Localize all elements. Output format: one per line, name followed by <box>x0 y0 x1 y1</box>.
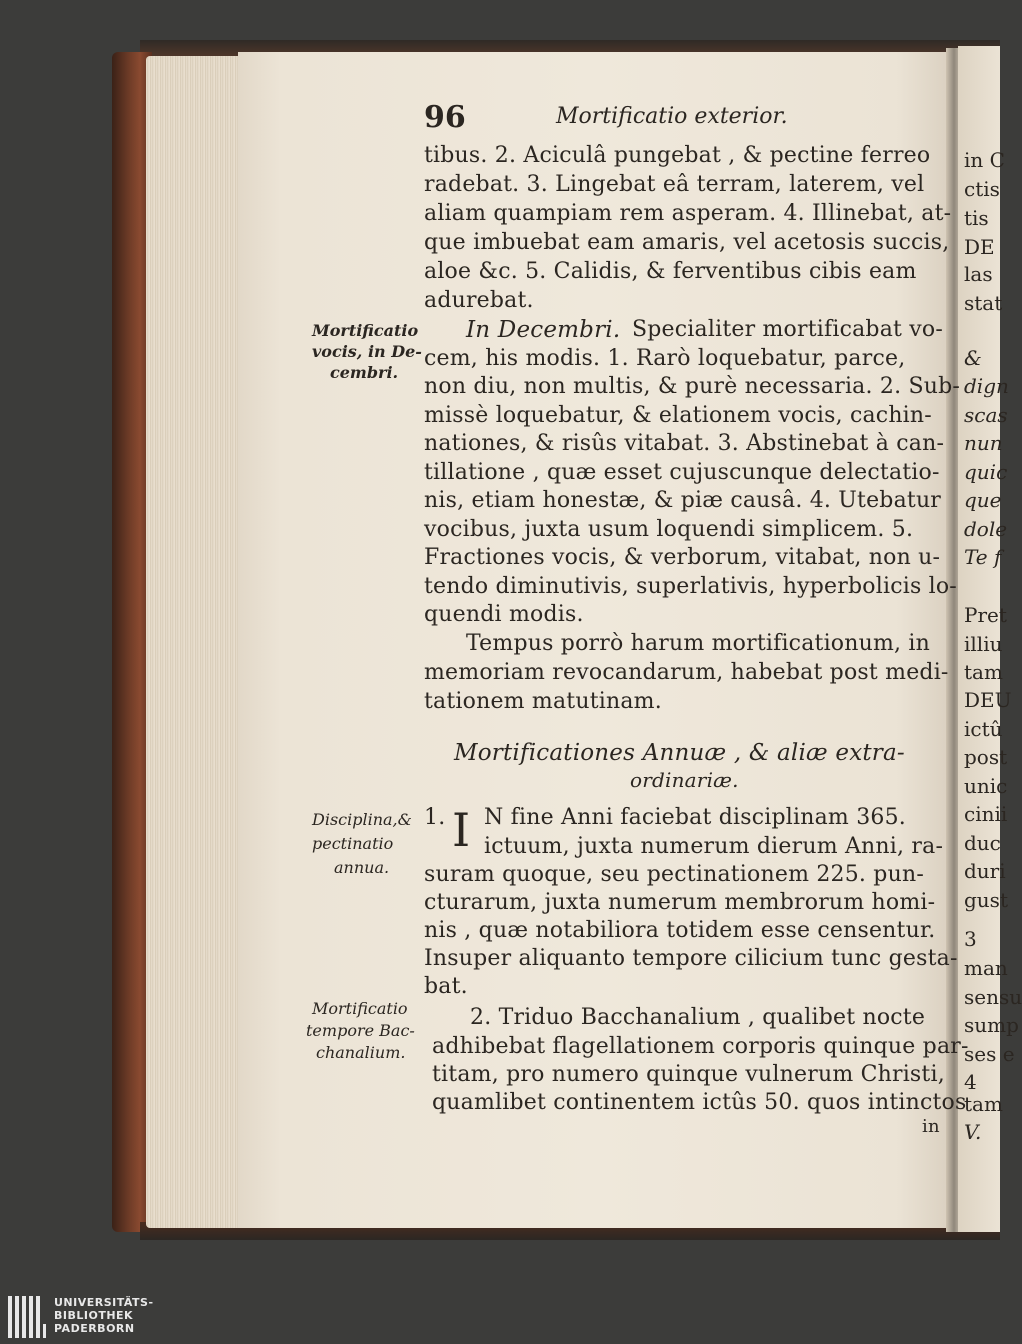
text-line: adhibebat flagellationem corporis quinque par- <box>432 1034 969 1059</box>
margin-note-line: Mortificatio <box>312 999 408 1018</box>
facing-page-fragment: tam <box>964 660 1003 684</box>
facing-page-fragment: quic <box>964 460 1008 484</box>
subheading: In Decembri. <box>466 317 621 343</box>
text-line: tibus. 2. Aciculâ pungebat , & pectine ferreo <box>424 143 931 168</box>
facing-page-fragment: duri <box>964 859 1006 883</box>
text-line: nationes, & risûs vitabat. 3. Abstinebat à can- <box>424 431 945 456</box>
facing-page-fragment: sump <box>964 1013 1019 1037</box>
facing-page-fragment: Pret <box>964 603 1007 627</box>
drop-cap: I <box>452 803 471 857</box>
facing-page-fragment: cinii <box>964 802 1008 826</box>
facing-page-fragment: & <box>964 346 982 370</box>
facing-page-fragment: ctis <box>964 177 1000 201</box>
text-line: tendo diminutivis, superlativis, hyperbolicis lo- <box>424 574 957 599</box>
margin-note-line: pectinatio <box>312 834 394 853</box>
text-line: non diu, non multis, & purè necessaria. 2. Sub- <box>424 374 961 399</box>
margin-note-line: Mortificatio <box>312 321 419 340</box>
section-title: Mortificationes Annuæ , & aliæ extra- <box>454 740 905 766</box>
catchword: in <box>922 1116 940 1137</box>
facing-page-fragment: sensu <box>964 985 1022 1009</box>
page-number: 96 <box>424 100 466 135</box>
text-line: aliam quampiam rem asperam. 4. Illinebat, at- <box>424 201 952 226</box>
margin-note-line: annua. <box>334 858 390 877</box>
facing-page-fragment: DE <box>964 235 995 259</box>
facing-page-fragment: nun <box>964 431 1003 455</box>
facing-page-fragment: 3 <box>964 927 977 951</box>
section-title-cont: ordinariæ. <box>630 768 739 792</box>
text-line: Fractiones vocis, & verborum, vitabat, non u- <box>424 545 941 570</box>
facing-page-fragment: Te f <box>964 545 1002 569</box>
margin-note-line: cembri. <box>330 363 399 382</box>
text-line: adurebat. <box>424 288 534 313</box>
running-title: Mortificatio exterior. <box>556 104 788 129</box>
text-line: cturarum, juxta numerum membrorum homi- <box>424 890 936 915</box>
facing-page-fragment: dole <box>964 517 1008 541</box>
text-line: 2. Triduo Bacchanalium , qualibet nocte <box>470 1005 926 1030</box>
library-name-line1: UNIVERSITÄTS- <box>54 1296 154 1309</box>
text-line: Specialiter mortificabat vo- <box>632 317 943 342</box>
library-name-line3: PADERBORN <box>54 1322 135 1335</box>
text-line: suram quoque, seu pectinationem 225. pun- <box>424 862 924 887</box>
text-line: memoriam revocandarum, habebat post medi- <box>424 660 949 685</box>
library-logo-icon <box>8 1296 46 1338</box>
text-line: cem, his modis. 1. Rarò loquebatur, parce, <box>424 346 906 371</box>
facing-page-fragment: tis <box>964 206 989 230</box>
text-line: Insuper aliquanto tempore cilicium tunc gesta- <box>424 946 958 971</box>
facing-page-fragment: scas <box>964 403 1008 427</box>
text-line: quendi modis. <box>424 602 584 627</box>
text-line: que imbuebat eam amaris, vel acetosis succis, <box>424 230 950 255</box>
text-line: radebat. 3. Lingebat eâ terram, laterem, vel <box>424 172 925 197</box>
facing-page-fragment: illiu <box>964 632 1003 656</box>
margin-note-line: vocis, in De- <box>312 342 422 361</box>
facing-page-fragment: dign <box>964 374 1009 398</box>
text-line: tillatione , quæ esset cujuscunque delectatio- <box>424 460 940 485</box>
facing-page-fragment: gust <box>964 888 1008 912</box>
facing-page-fragment: man <box>964 956 1008 980</box>
facing-page-fragment: DEU <box>964 688 1012 712</box>
text-line: N fine Anni faciebat disciplinam 365. <box>484 805 906 830</box>
margin-note-line: tempore Bac- <box>306 1021 415 1040</box>
facing-page-fragment: 4 <box>964 1070 977 1094</box>
facing-page-fragment: ictû <box>964 717 1003 741</box>
facing-page-fragment: in C <box>964 148 1005 172</box>
facing-page-fragment: V. <box>964 1120 982 1144</box>
text-line: bat. <box>424 974 468 999</box>
text-line: quamlibet continentem ictûs 50. quos intinctos <box>432 1090 967 1115</box>
facing-page-fragment: duc <box>964 831 1001 855</box>
text-line: missè loquebatur, & elationem vocis, cachin- <box>424 403 932 428</box>
facing-page-fragment: unic <box>964 774 1008 798</box>
facing-page-fragment: ses e <box>964 1042 1015 1066</box>
text-line: Tempus porrò harum mortificationum, in <box>466 631 931 656</box>
facing-page-fragment: que <box>964 488 1002 512</box>
facing-page-fragment: tam <box>964 1092 1003 1116</box>
text-line: aloe &c. 5. Calidis, & ferventibus cibis eam <box>424 259 917 284</box>
text-line: titam, pro numero quinque vulnerum Christi, <box>432 1062 945 1087</box>
text-line: nis , quæ notabiliora totidem esse censentur. <box>424 918 936 943</box>
margin-note-line: Disciplina,& <box>312 810 412 829</box>
text-line: tationem matutinam. <box>424 689 662 714</box>
facing-page-fragment: las <box>964 262 993 286</box>
text-line: nis, etiam honestæ, & piæ causâ. 4. Utebatur <box>424 488 942 513</box>
library-name-line2: BIBLIOTHEK <box>54 1309 134 1322</box>
facing-page-fragment: stat <box>964 291 1003 315</box>
text-line: ictuum, juxta numerum dierum Anni, ra- <box>484 834 944 859</box>
item-number: 1. <box>424 805 446 830</box>
text-line: vocibus, juxta usum loquendi simplicem. 5. <box>424 517 914 542</box>
page-edges <box>146 56 246 1228</box>
margin-note-line: chanalium. <box>316 1043 406 1062</box>
facing-page-fragment: post <box>964 745 1008 769</box>
